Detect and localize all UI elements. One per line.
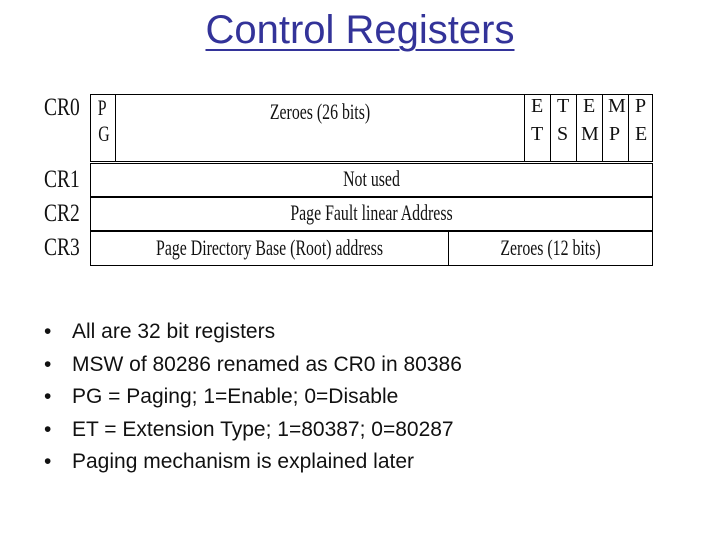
list-item: • PG = Paging; 1=Enable; 0=Disable [44,381,462,414]
cr3-base-label: Page Directory Base (Root) address [156,235,383,260]
cr3-base-field [90,231,449,266]
cr3-zero-field [448,231,653,266]
cr0-flag-bits [524,94,653,162]
bit-divider [602,95,603,161]
cr0-zero-field [115,94,525,162]
list-item: • MSW of 80286 renamed as CR0 in 80386 [44,349,462,382]
bit-et-bottom: T [531,123,544,145]
bullet-list [44,316,462,479]
bit-pe-bottom: E [635,123,648,145]
list-item: • Paging mechanism is explained later [44,446,462,479]
cr3-zero-label: Zeroes (12 bits) [500,235,601,260]
bit-divider [550,95,551,161]
cr0-pg-bottom: G [98,121,110,146]
cr3-label: CR3 [44,234,80,261]
cr0-zero-label: Zeroes (26 bits) [269,99,371,124]
bullet-icon: • [44,352,52,376]
bullet-icon: • [44,450,52,473]
bit-ts-top: T [557,95,570,117]
cr1-label: CR1 [44,166,80,193]
cr2-label: CR2 [44,200,80,227]
cr0-pg-cell [90,94,116,162]
cr1-register [90,163,653,197]
bit-ts-bottom: S [557,123,569,145]
bullet-icon: • [44,385,52,408]
slide-title: Control Registers [205,8,515,52]
bit-divider [628,95,629,161]
bullet-icon: • [44,417,52,441]
cr0-label: CR0 [44,94,80,121]
bit-pe-top: P [635,95,647,117]
cr1-field: Not used [343,166,400,191]
cr0-pg-top: P [97,95,107,120]
bit-divider [576,95,577,161]
cr2-register [90,197,653,231]
bit-et-top: E [531,95,544,117]
list-item: • All are 32 bit registers [44,316,462,349]
bit-mp-top: M [608,95,626,117]
bit-em-top: E [583,95,596,117]
bit-em-bottom: M [581,123,599,145]
cr2-field: Page Fault linear Address [290,200,453,225]
list-item: • ET = Extension Type; 1=80387; 0=80287 [44,414,462,447]
bullet-icon: • [44,320,52,343]
bit-mp-bottom: P [609,123,621,145]
